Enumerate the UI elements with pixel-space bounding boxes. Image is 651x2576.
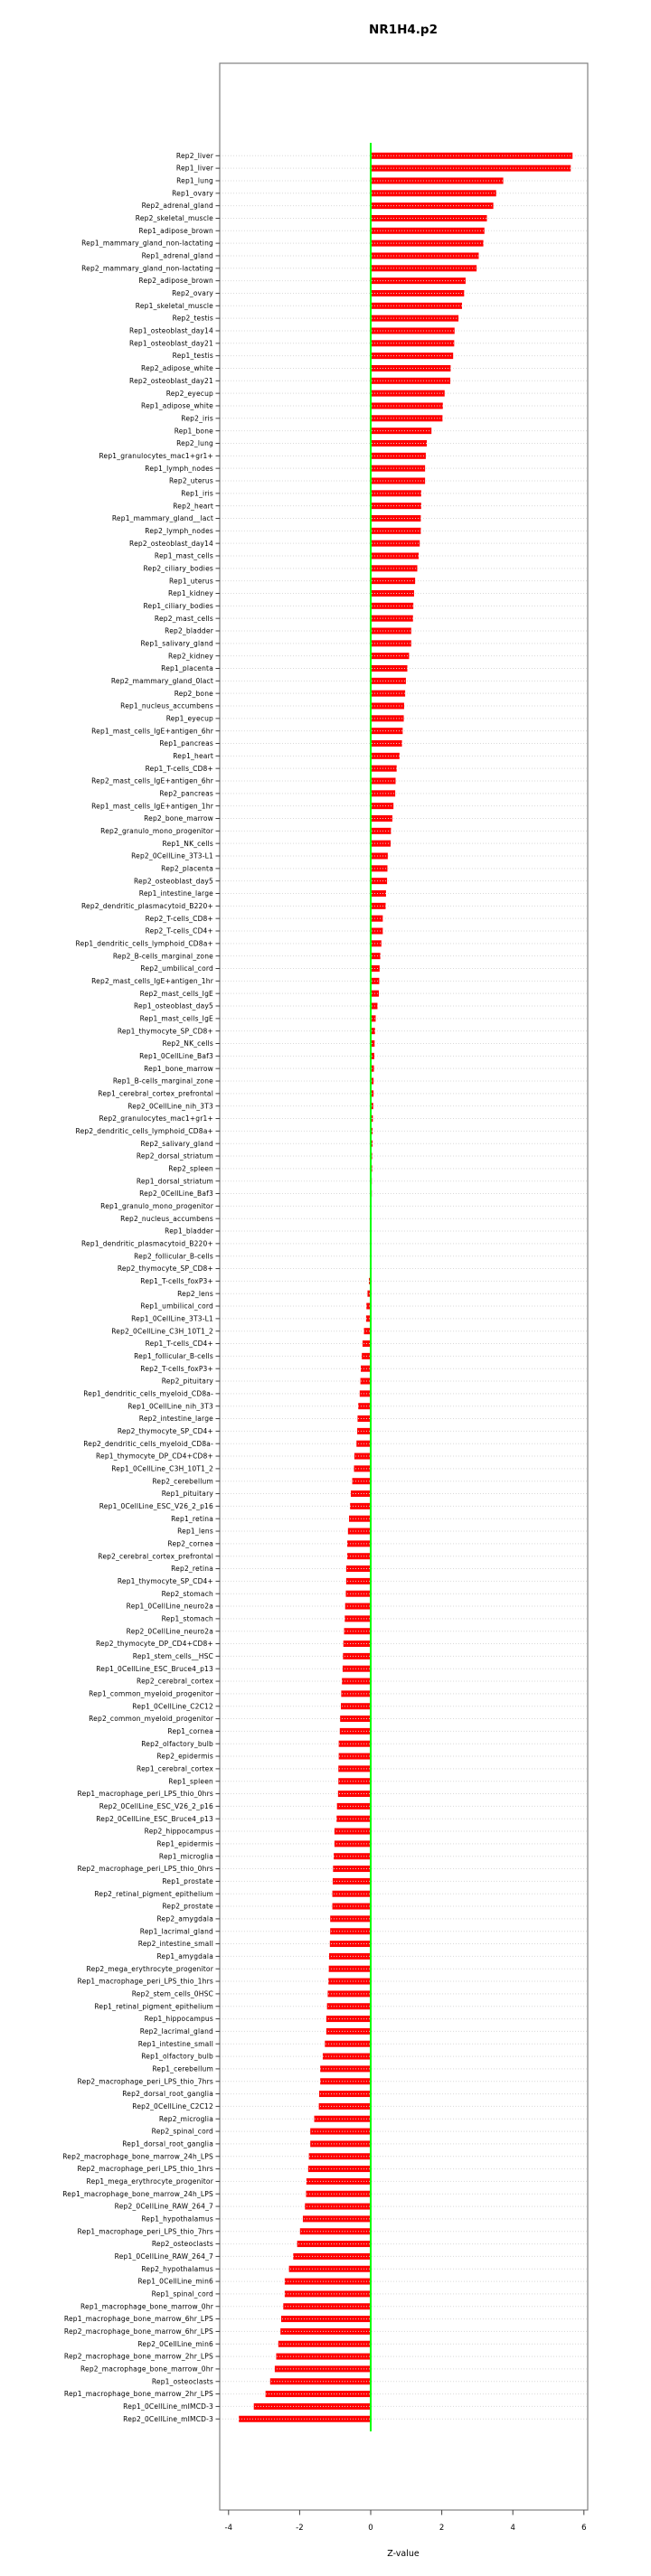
row-label: Rep2_B-cells_marginal_zone [112, 952, 213, 961]
bar [371, 890, 386, 897]
bar [338, 1765, 371, 1772]
row-label: Rep1_osteoblast_day21 [129, 339, 213, 348]
row-label: Rep2_skeletal_muscle [135, 214, 213, 223]
row-label: Rep1_T-cells_CD4+ [145, 1340, 213, 1349]
row-label: Rep2_mast_cells_IgE [139, 989, 213, 998]
bar [358, 1403, 371, 1409]
row-label: Rep1_epidermis [156, 1839, 213, 1848]
row-label: Rep1_retina [171, 1514, 213, 1523]
bar [300, 2228, 371, 2234]
row-label: Rep1_mast_cells_IgE+antigen_6hr [91, 727, 213, 736]
bar [338, 1778, 371, 1784]
row-label: Rep2_microglia [158, 2114, 213, 2123]
row-label: Rep2_0CellLine_ESC_V26_2_p16 [99, 1801, 213, 1810]
row-label: Rep1_hippocampus [144, 2015, 213, 2024]
bar [336, 1816, 371, 1822]
bar [339, 1753, 371, 1760]
row-label: Rep1_thymocyte_SP_CD4+ [117, 1576, 213, 1585]
row-label: Rep1_cerebral_cortex_prefrontal [98, 1089, 213, 1098]
row-label: Rep1_dorsal_root_ganglia [122, 2139, 213, 2148]
row-label: Rep1_pancreas [159, 739, 213, 748]
row-label: Rep2_0CellLine_neuro2a [126, 1627, 213, 1636]
row-label: Rep2_dendritic_cells_lymphoid_CD8a+ [75, 1126, 213, 1135]
row-label: Rep1_macrophage_bone_marrow_6hr_LPS [63, 2315, 213, 2324]
row-label: Rep2_osteoclasts [151, 2240, 213, 2249]
row-label: Rep2_adipose_brown [138, 277, 213, 286]
row-label: Rep2_macrophage_bone_marrow_2hr_LPS [63, 2352, 213, 2361]
x-tick-label: 4 [510, 2524, 515, 2533]
row-label: Rep2_macrophage_peri_LPS_thio_0hrs [77, 1865, 213, 1874]
bar [371, 490, 421, 496]
bar [293, 2253, 371, 2260]
row-label: Rep2_intestine_small [137, 1940, 213, 1949]
row-label: Rep2_retina [171, 1565, 213, 1574]
row-label: Rep2_0CellLine_mIMCD-3 [123, 2414, 213, 2423]
row-label: Rep1_adrenal_gland [141, 251, 213, 260]
row-label: Rep2_macrophage_bone_marrow_6hr_LPS [63, 2327, 213, 2336]
row-label: Rep1_mega_erythrocyte_progenitor [86, 2177, 213, 2186]
bar [333, 1878, 371, 1885]
row-label: Rep1_0CellLine_3T3-L1 [131, 1314, 213, 1323]
row-label: Rep1_osteoblast_day5 [133, 1001, 213, 1011]
row-label: Rep2_umbilical_cord [140, 964, 213, 973]
row-label: Rep1_lung [176, 176, 213, 185]
bar [329, 1966, 371, 1972]
row-label: Rep1_adipose_white [141, 401, 213, 410]
bar [349, 1516, 371, 1522]
bar [371, 653, 409, 659]
row-label: Rep2_mast_cells_IgE+antigen_6hr [91, 776, 213, 785]
bar [340, 1728, 371, 1735]
row-label: Rep2_dendritic_cells_myeloid_CD8a- [83, 1439, 213, 1448]
row-label: Rep1_intestine_large [138, 889, 213, 898]
row-label: Rep1_0CellLine_Baf3 [139, 1051, 213, 1060]
row-label: Rep2_olfactory_bulb [141, 1739, 213, 1748]
row-label: Rep2_macrophage_bone_marrow_0hr [80, 2364, 213, 2374]
row-label: Rep2_thymocyte_DP_CD4+CD8+ [95, 1640, 213, 1649]
row-label: Rep1_stem_cells__HSC [132, 1651, 213, 1660]
row-label: Rep2_0CellLine_C3H_10T1_2 [111, 1327, 213, 1336]
row-label: Rep1_bladder [165, 1227, 213, 1236]
row-label: Rep1_stomach [161, 1614, 213, 1623]
row-label: Rep1_0CellLine_C2C12 [132, 1702, 213, 1711]
x-tick-label: 6 [581, 2524, 587, 2533]
row-label: Rep2_cerebral_cortex_prefrontal [98, 1552, 213, 1561]
row-label: Rep1_B-cells_marginal_zone [112, 1076, 213, 1086]
row-label: Rep1_eyecup [165, 714, 213, 723]
row-label: Rep2_granulocytes_mac1+gr1+ [99, 1114, 213, 1123]
row-label: Rep1_bone_marrow [144, 1064, 213, 1073]
row-label: Rep2_bladder [165, 626, 213, 635]
row-label: Rep2_mammary_gland_non-lactating [81, 264, 213, 273]
row-label: Rep2_dorsal_striatum [136, 1152, 213, 1161]
row-label: Rep1_0CellLine_neuro2a [126, 1602, 213, 1611]
row-label: Rep1_thymocyte_SP_CD8+ [117, 1027, 213, 1036]
bar [371, 841, 391, 847]
bar [371, 515, 420, 522]
row-label: Rep2_macrophage_bone_marrow_24h_LPS [62, 2152, 213, 2161]
row-label: Rep2_lung [176, 439, 213, 448]
row-label: Rep2_amygdala [156, 1914, 213, 1923]
row-label: Rep1_hypothalamus [141, 2214, 213, 2223]
row-label: Rep2_ovary [172, 289, 213, 298]
row-label: Rep2_stomach [161, 1589, 213, 1598]
bar [371, 465, 425, 472]
bar [239, 2416, 371, 2422]
row-label: Rep1_cornea [167, 1726, 213, 1735]
row-label: Rep1_thymocyte_DP_CD4+CD8+ [95, 1452, 213, 1461]
row-label: Rep2_retinal_pigment_epithelium [94, 1889, 213, 1898]
row-label: Rep2_nucleus_accumbens [120, 1214, 213, 1223]
row-label: Rep2_eyecup [165, 389, 213, 398]
bar [351, 1490, 371, 1497]
row-label: Rep1_salivary_gland [140, 639, 213, 648]
bar [354, 1465, 371, 1471]
row-label: Rep1_T-cells_CD8+ [145, 764, 213, 773]
row-label: Rep1_0CellLine_ESC_V26_2_p16 [99, 1501, 213, 1510]
row-label: Rep2_salivary_gland [140, 1139, 213, 1148]
row-label: Rep1_microglia [158, 1852, 213, 1861]
row-label: Rep1_mammary_gland__lact [111, 514, 213, 523]
row-label: Rep1_retinal_pigment_epithelium [94, 2002, 213, 2011]
bar [371, 240, 484, 247]
row-label: Rep1_NK_cells [162, 839, 213, 848]
row-label: Rep1_olfactory_bulb [141, 2052, 213, 2061]
row-label: Rep2_uterus [168, 476, 213, 485]
row-label: Rep2_placenta [161, 864, 213, 873]
row-label: Rep2_hypothalamus [141, 2264, 213, 2273]
row-label: Rep1_lacrimal_gland [139, 1927, 213, 1936]
row-label: Rep2_hippocampus [144, 1827, 213, 1836]
row-label: Rep2_T-cells_foxP3+ [140, 1364, 213, 1373]
row-label: Rep1_liver [175, 164, 213, 173]
row-label: Rep1_umbilical_cord [140, 1302, 213, 1311]
x-tick-label: 2 [439, 2524, 445, 2533]
bar [333, 1904, 371, 1910]
row-label: Rep1_lymph_nodes [145, 464, 213, 473]
row-label: Rep2_follicular_B-cells [134, 1252, 213, 1261]
row-label: Rep1_granulo_mono_progenitor [100, 1201, 213, 1210]
row-label: Rep2_bone_marrow [144, 814, 213, 823]
bar [320, 2065, 371, 2072]
bar [371, 878, 387, 884]
row-label: Rep2_lens [177, 1289, 213, 1298]
row-label: Rep2_kidney [168, 652, 213, 661]
row-label: Rep1_osteoclasts [151, 2377, 213, 2386]
bar [371, 528, 420, 534]
row-label: Rep2_mast_cells_IgE+antigen_1hr [91, 976, 213, 985]
bar [339, 1741, 371, 1747]
row-label: Rep1_common_myeloid_progenitor [89, 1689, 213, 1698]
row-label: Rep1_lens [177, 1527, 213, 1536]
bar [371, 153, 572, 159]
row-label: Rep1_follicular_B-cells [134, 1351, 213, 1360]
row-label: Rep2_pituitary [161, 1377, 213, 1386]
bar [371, 740, 402, 747]
row-label: Rep1_dendritic_cells_myeloid_CD8a- [83, 1389, 213, 1398]
row-label: Rep2_ciliary_bodies [143, 564, 213, 573]
row-label: Rep1_uterus [168, 577, 213, 586]
row-label: Rep2_common_myeloid_progenitor [89, 1715, 213, 1724]
row-label: Rep1_macrophage_peri_LPS_thio_7hrs [77, 2227, 213, 2236]
row-label: Rep1_macrophage_peri_LPS_thio_1hrs [77, 1977, 213, 1986]
row-label: Rep2_mammary_gland_0lact [110, 676, 213, 685]
row-label: Rep2_0CellLine_min6 [137, 2339, 213, 2348]
row-label: Rep2_osteoblast_day21 [129, 376, 213, 385]
row-label: Rep2_0CellLine_Baf3 [139, 1189, 213, 1199]
row-label: Rep2_osteoblast_day14 [129, 539, 213, 548]
row-label: Rep2_granulo_mono_progenitor [100, 826, 213, 835]
row-label: Rep2_adipose_white [141, 364, 213, 373]
row-label: Rep1_testis [172, 352, 213, 361]
bar [338, 1791, 371, 1797]
row-label: Rep1_mast_cells_IgE [139, 1014, 213, 1023]
bar [371, 453, 426, 459]
row-label: Rep2_testis [172, 314, 213, 323]
row-label: Rep1_iris [181, 489, 213, 498]
row-label: Rep1_0CellLine_nih_3T3 [127, 1402, 213, 1411]
bar [371, 803, 393, 809]
row-label: Rep2_macrophage_peri_LPS_thio_1hrs [77, 2165, 213, 2174]
bar [333, 1866, 371, 1872]
row-label: Rep1_placenta [161, 664, 213, 673]
row-label: Rep2_dendritic_plasmacytoid_B220+ [80, 901, 213, 910]
row-label: Rep1_pituitary [161, 1490, 213, 1499]
row-label: Rep2_mega_erythrocyte_progenitor [86, 1964, 213, 1973]
bar [275, 2365, 371, 2372]
row-label: Rep1_0CellLine_min6 [137, 2277, 213, 2286]
bar [371, 252, 478, 259]
row-label: Rep1_mammary_gland_non-lactating [81, 239, 213, 248]
row-label: Rep2_0CellLine_RAW_264_7 [114, 2202, 213, 2211]
row-label: Rep2_adrenal_gland [141, 202, 213, 211]
bar [278, 2341, 371, 2347]
row-label: Rep1_0CellLine_RAW_264_7 [114, 2252, 213, 2261]
row-label: Rep1_macrophage_bone_marrow_24h_LPS [62, 2189, 213, 2198]
row-label: Rep2_0CellLine_nih_3T3 [127, 1102, 213, 1111]
row-label: Rep2_intestine_large [138, 1415, 213, 1424]
x-tick-label: -4 [224, 2524, 233, 2533]
row-label: Rep2_dorsal_root_ganglia [122, 2090, 213, 2099]
row-label: Rep2_lacrimal_gland [139, 2027, 213, 2035]
row-label: Rep1_macrophage_peri_LPS_thio_0hrs [77, 1790, 213, 1799]
x-tick-label: 0 [368, 2524, 373, 2533]
row-label: Rep1_0CellLine_mIMCD-3 [123, 2402, 213, 2411]
bar [371, 903, 386, 909]
row-label: Rep2_spinal_cord [151, 2127, 213, 2136]
row-label: Rep1_dendritic_cells_lymphoid_CD8a+ [75, 939, 213, 948]
row-label: Rep1_ciliary_bodies [143, 601, 213, 610]
bar [371, 928, 382, 935]
chart-title: NR1H4.p2 [369, 23, 438, 37]
row-label: Rep1_macrophage_bone_marrow_2hr_LPS [63, 2390, 213, 2399]
row-label: Rep2_NK_cells [162, 1039, 213, 1048]
row-label: Rep1_amygdala [156, 1952, 213, 1960]
row-label: Rep1_cerebral_cortex [137, 1764, 213, 1773]
bar [371, 916, 382, 922]
row-label: Rep1_bone [174, 427, 213, 436]
bar [371, 865, 387, 871]
bar [348, 1528, 371, 1535]
bar [371, 477, 425, 484]
bar [371, 815, 392, 822]
bar [371, 290, 464, 296]
row-label: Rep1_osteoblast_day14 [129, 326, 213, 335]
row-label: Rep1_spleen [168, 1777, 213, 1786]
x-tick-label: -2 [296, 2524, 304, 2533]
row-label: Rep1_macrophage_bone_marrow_0hr [80, 2302, 213, 2311]
row-label: Rep2_pancreas [159, 789, 213, 798]
row-label: Rep1_adipose_brown [138, 226, 213, 235]
row-label: Rep2_cerebellum [152, 1477, 213, 1486]
row-label: Rep2_thymocyte_SP_CD4+ [117, 1426, 213, 1435]
row-label: Rep1_skeletal_muscle [135, 301, 213, 310]
row-label: Rep1_0CellLine_C3H_10T1_2 [111, 1464, 213, 1473]
row-label: Rep2_heart [173, 502, 213, 511]
row-label: Rep2_iris [181, 414, 213, 423]
bar [371, 503, 421, 509]
row-label: Rep1_nucleus_accumbens [120, 701, 213, 710]
row-label: Rep1_dendritic_plasmacytoid_B220+ [80, 1239, 213, 1248]
row-label: Rep2_lymph_nodes [145, 526, 213, 535]
row-label: Rep2_0CellLine_ESC_Bruce4_p13 [96, 1814, 213, 1823]
bar [285, 2279, 371, 2285]
row-label: Rep2_prostate [162, 1902, 213, 1911]
row-label: Rep2_bone [174, 689, 213, 698]
row-label: Rep1_0CellLine_ESC_Bruce4_p13 [96, 1664, 213, 1673]
row-label: Rep1_granulocytes_mac1+gr1+ [99, 451, 213, 460]
row-label: Rep2_epidermis [156, 1752, 213, 1761]
row-label: Rep1_kidney [168, 589, 213, 598]
bar [320, 2078, 371, 2084]
row-label: Rep1_cerebellum [152, 2064, 213, 2073]
plot-area [62, 63, 588, 2533]
bar [333, 1891, 371, 1897]
row-label: Rep1_T-cells_foxP3+ [140, 1276, 213, 1285]
bar [371, 728, 402, 734]
bar [285, 2290, 371, 2297]
row-label: Rep2_0CellLine_3T3-L1 [131, 851, 213, 860]
row-label: Rep1_dorsal_striatum [136, 1177, 213, 1186]
row-label: Rep2_mast_cells [154, 614, 213, 623]
row-label: Rep1_intestine_small [137, 2039, 213, 2048]
row-label: Rep1_spinal_cord [151, 2289, 213, 2299]
row-label: Rep2_spleen [168, 1164, 213, 1173]
row-label: Rep2_0CellLine_C2C12 [132, 2102, 213, 2111]
row-label: Rep2_T-cells_CD8+ [145, 914, 213, 923]
row-label: Rep1_ovary [172, 189, 213, 198]
bar [371, 165, 571, 172]
row-label: Rep1_heart [173, 751, 213, 760]
row-label: Rep2_liver [175, 151, 213, 160]
row-label: Rep1_mast_cells_IgE+antigen_1hr [91, 802, 213, 811]
bar [371, 190, 496, 196]
row-label: Rep2_stem_cells_0HSC [131, 1989, 213, 1998]
row-label: Rep1_mast_cells [154, 551, 213, 560]
row-label: Rep2_cornea [167, 1539, 213, 1548]
row-label: Rep2_cerebral_cortex [137, 1677, 213, 1686]
row-label: Rep2_T-cells_CD4+ [145, 926, 213, 935]
row-label: Rep1_prostate [162, 1876, 213, 1885]
row-label: Rep2_thymocyte_SP_CD8+ [117, 1264, 213, 1274]
bar [354, 1453, 371, 1460]
row-label: Rep2_osteoblast_day5 [133, 877, 213, 886]
x-axis-label: Z-value [387, 2549, 420, 2559]
row-label: Rep2_macrophage_peri_LPS_thio_7hrs [77, 2077, 213, 2086]
